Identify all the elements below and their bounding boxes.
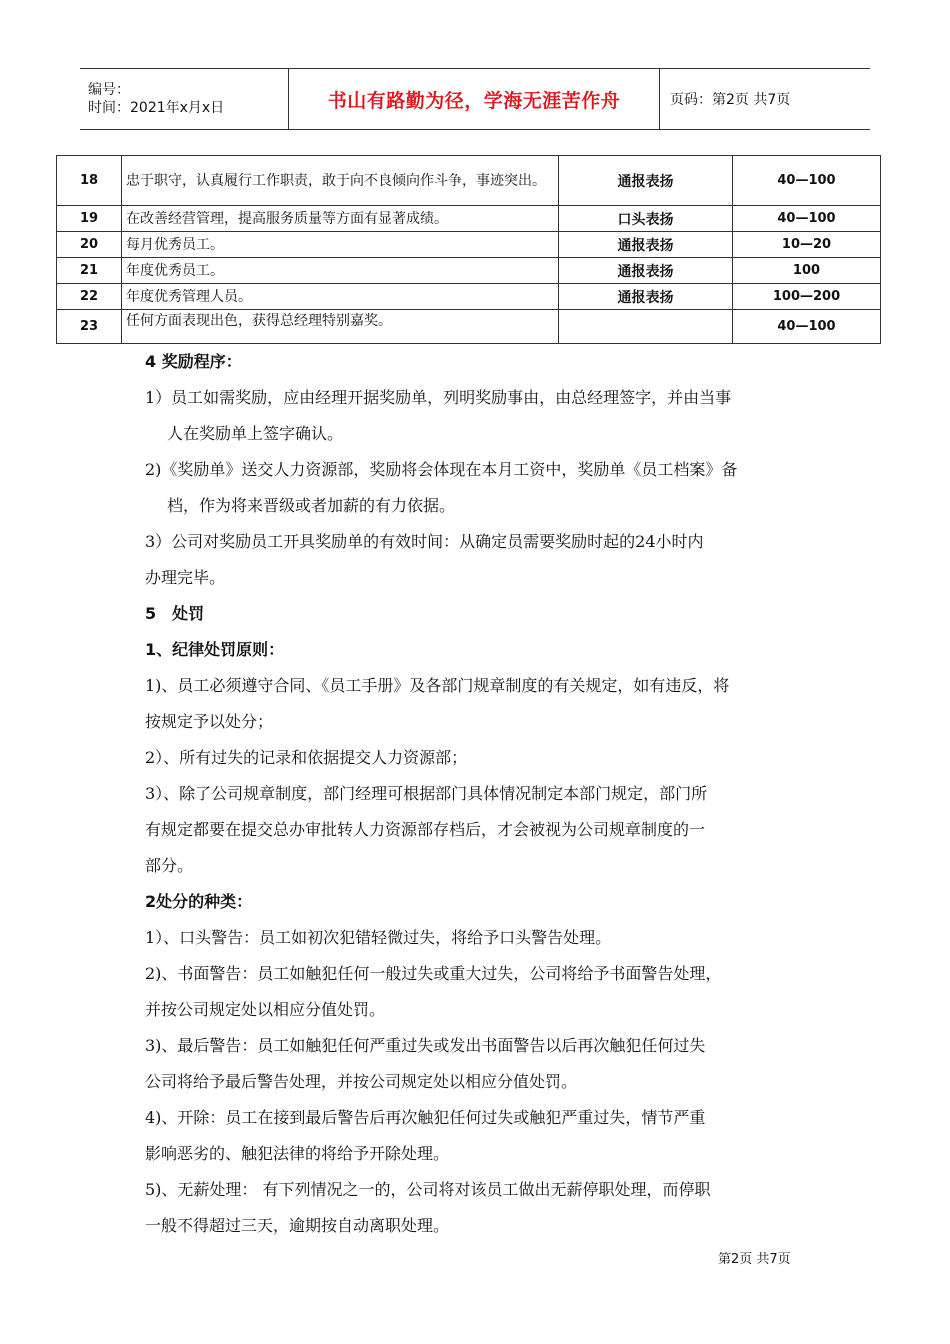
table-row: [57, 156, 881, 206]
date-line: 时间：2021年x月x日: [88, 100, 225, 116]
paragraph: 5)、无薪处理： 有下列情况之一的，公司将对该员工做出无薪停职处理，而停职: [145, 1180, 711, 1199]
row-description: 年度优秀员工。: [122, 258, 559, 284]
doc-number-label: 编号：: [88, 82, 130, 98]
row-reward-type: 通报表扬: [559, 258, 733, 284]
paragraph: 2）、所有过失的记录和依据提交人力资源部；: [145, 748, 468, 767]
paragraph: 公司将给予最后警告处理，并按公司规定处以相应分值处罚。: [145, 1072, 578, 1091]
table-row: [57, 310, 881, 344]
paragraph: 人在奖励单上签字确认。: [167, 424, 344, 443]
paragraph: 按规定予以处分；: [145, 712, 274, 731]
paragraph: 3）公司对奖励员工开具奖励单的有效时间：从确定员需要奖励时起的24小时内: [145, 532, 704, 551]
paragraph: 2)《奖励单》送交人力资源部，奖励将会体现在本月工资中，奖励单《员工档案》备: [145, 460, 738, 479]
row-description: 每月优秀员工。: [122, 232, 559, 258]
row-description: 在改善经营管理，提高服务质量等方面有显著成绩。: [122, 206, 559, 232]
paragraph: 1）、口头警告：员工如初次犯错轻微过失，将给予口头警告处理。: [145, 928, 612, 947]
document-body: [145, 344, 815, 1244]
row-description: 忠于职守，认真履行工作职责，敢于向不良倾向作斗争，事迹突出。: [122, 156, 559, 206]
section-heading: 4 奖励程序：: [145, 352, 242, 371]
row-number: 18: [57, 156, 122, 206]
paragraph: 档，作为将来晋级或者加薪的有力依据。: [167, 496, 456, 515]
reward-table: [56, 155, 881, 344]
paragraph: 2)、书面警告：员工如触犯任何一般过失或重大过失，公司将给予书面警告处理，: [145, 964, 722, 983]
paragraph: 并按公司规定处以相应分值处罚。: [145, 1000, 386, 1019]
row-number: 19: [57, 206, 122, 232]
paragraph: 1)、员工必须遵守合同、《员工手册》及各部门规章制度的有关规定，如有违反，将: [145, 676, 730, 695]
subsection-heading: 2处分的种类：: [145, 892, 253, 911]
row-reward-type: 通报表扬: [559, 156, 733, 206]
table-row: [57, 284, 881, 310]
paragraph: 部分。: [145, 856, 194, 875]
paragraph: 一般不得超过三天，逾期按自动离职处理。: [145, 1216, 450, 1235]
page-indicator: 页码：第2页 共7页: [670, 92, 791, 108]
row-reward-type: 通报表扬: [559, 232, 733, 258]
row-amount: 40—100: [733, 310, 881, 344]
row-reward-type: [559, 310, 733, 344]
table-row: [57, 206, 881, 232]
paragraph: 影响恶劣的、触犯法律的将给予开除处理。: [145, 1144, 450, 1163]
paragraph: 1）员工如需奖励，应由经理开据奖励单，列明奖励事由，由总经理签字，并由当事: [145, 388, 732, 407]
motto: 书山有路勤为径，学海无涯苦作舟: [327, 89, 621, 112]
paragraph: 有规定都要在提交总办审批转人力资源部存档后，才会被视为公司规章制度的一: [145, 820, 706, 839]
table-row: [57, 258, 881, 284]
row-amount: 40—100: [733, 156, 881, 206]
row-amount: 10—20: [733, 232, 881, 258]
row-number: 23: [57, 310, 122, 344]
paragraph: 办理完毕。: [145, 568, 226, 587]
header-motto-cell: [289, 69, 660, 129]
row-number: 22: [57, 284, 122, 310]
page-header: [80, 68, 870, 130]
row-reward-type: 口头表扬: [559, 206, 733, 232]
subsection-heading: 1、纪律处罚原则：: [145, 640, 285, 659]
row-reward-type: 通报表扬: [559, 284, 733, 310]
paragraph: 4)、开除：员工在接到最后警告后再次触犯任何过失或触犯严重过失，情节严重: [145, 1108, 706, 1127]
row-amount: 100: [733, 258, 881, 284]
row-amount: 40—100: [733, 206, 881, 232]
row-number: 20: [57, 232, 122, 258]
row-description: 任何方面表现出色，获得总经理特别嘉奖。: [122, 310, 559, 344]
table-row: [57, 232, 881, 258]
section-heading: 5 处罚: [145, 604, 205, 623]
row-amount: 100—200: [733, 284, 881, 310]
header-meta: [80, 69, 289, 129]
paragraph: 3）、除了公司规章制度，部门经理可根据部门具体情况制定本部门规定，部门所: [145, 784, 708, 803]
paragraph: 3)、最后警告：员工如触犯任何严重过失或发出书面警告以后再次触犯任何过失: [145, 1036, 706, 1055]
row-number: 21: [57, 258, 122, 284]
header-page-cell: [660, 69, 870, 129]
page-footer: 第2页 共7页: [718, 1252, 791, 1267]
row-description: 年度优秀管理人员。: [122, 284, 559, 310]
